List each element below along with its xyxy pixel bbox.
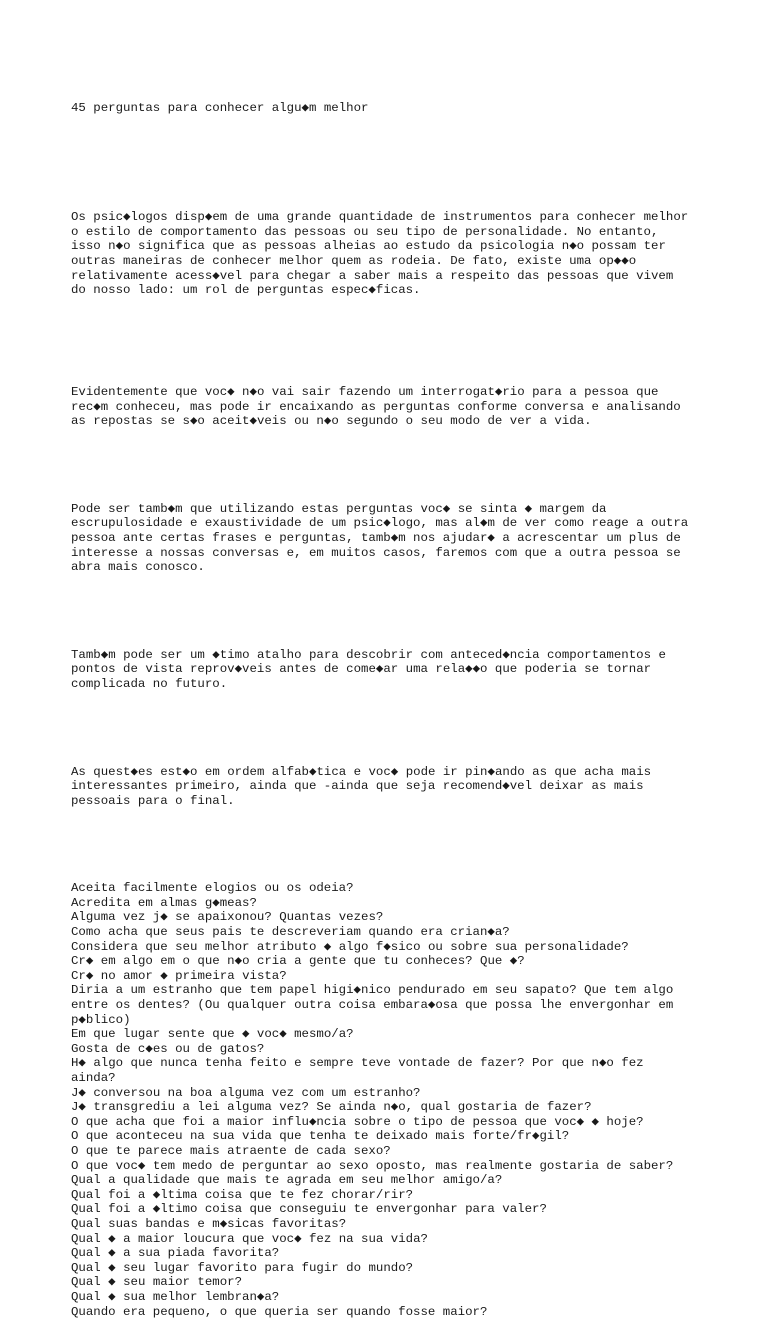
paragraph-order: As quest◆es est◆o em ordem alfab◆tica e voc◆ pode ir pin◆ando as que acha mais interessantes primeiro, ainda que -ainda que seja recomend◆vel deixar as mais pessoais para o final. — [71, 764, 652, 808]
question-item: O que acha que foi a maior influ◆ncia sobre o tipo de pessoa que voc◆ ◆ hoje? — [71, 1114, 644, 1129]
question-item: Qual ◆ sua melhor lembran◆a? — [71, 1289, 280, 1304]
question-item: Acredita em almas g◆meas? — [71, 895, 257, 910]
question-item: Considera que seu melhor atributo ◆ algo f◆sico ou sobre sua personalidade? — [71, 939, 629, 954]
paragraph-intro: Os psic◆logos disp◆em de uma grande quantidade de instrumentos para conhecer melhor o estilo de comportamento das pessoas ou seu tipo de personalidade. No entanto, isso n◆o significa que as pessoas alheias ao estudo da psicologia n◆o possam ter outras maneiras de conhecer melhor quem as rodeia. De fato, existe uma op◆◆o relativamente acess◆vel para chegar a saber mais a respeito das pessoas que vivem do nosso lado: um rol de perguntas espec◆ficas. — [71, 210, 689, 298]
question-item: Qual a qualidade que mais te agrada em seu melhor amigo/a? — [71, 1173, 503, 1188]
question-item: J◆ conversou na boa alguma vez com um estranho? — [71, 1085, 421, 1100]
paragraph-shortcut: Tamb◆m pode ser um ◆timo atalho para descobrir com anteced◆ncia comportamentos e pontos de vista reprov◆veis antes de come◆ar uma rela◆◆o que poderia se tornar complicada no futuro. — [71, 647, 666, 691]
question-item: Aceita facilmente elogios ou os odeia? — [71, 881, 354, 896]
question-item: Qual ◆ a maior loucura que voc◆ fez na sua vida? — [71, 1231, 428, 1246]
question-item: Qual ◆ a sua piada favorita? — [71, 1246, 280, 1261]
question-item: Em que lugar sente que ◆ voc◆ mesmo/a? — [71, 1027, 354, 1042]
question-item: H◆ algo que nunca tenha feito e sempre teve vontade de fazer? Por que n◆o fez ainda? — [71, 1056, 644, 1085]
question-item: Qual foi a ◆ltima coisa que te fez chorar/rir? — [71, 1187, 414, 1202]
question-item: Cr◆ no amor ◆ primeira vista? — [71, 968, 287, 983]
question-item: Qual ◆ seu maior temor? — [71, 1275, 243, 1290]
question-item: J◆ transgrediu a lei alguma vez? Se ainda n◆o, qual gostaria de fazer? — [71, 1100, 592, 1115]
question-item: Qual foi a ◆ltimo coisa que conseguiu te envergonhar para valer? — [71, 1202, 547, 1217]
question-list — [71, 881, 751, 1319]
paragraph-interrogation: Evidentemente que voc◆ n◆o vai sair fazendo um interrogat◆rio para a pessoa que rec◆m conheceu, mas pode ir encaixando as perguntas conforme conversa e analisando as repostas se s◆o aceit◆veis ou n◆o segundo o seu modo de ver a vida. — [71, 385, 681, 429]
paragraph-psychologist: Pode ser tamb◆m que utilizando estas perguntas voc◆ se sinta ◆ margem da escrupulosidade e exaustividade de um psic◆logo, mas al◆m de ver como reage a outra pessoa ante certas frases e perguntas, tamb◆m nos ajudar◆ a acrescentar um plus de interesse a nossas conversas e, em muitos casos, faremos com que a outra pessoa se abra mais conosco. — [71, 501, 689, 575]
question-item: Cr◆ em algo em o que n◆o cria a gente que tu conheces? Que ◆? — [71, 954, 525, 969]
question-item: O que voc◆ tem medo de perguntar ao sexo oposto, mas realmente gostaria de saber? — [71, 1158, 674, 1173]
question-item: Quando era pequeno, o que queria ser quando fosse maior? — [71, 1304, 488, 1319]
document-title: 45 perguntas para conhecer algu◆m melhor — [71, 101, 369, 116]
question-item: Como acha que seus pais te descreveriam quando era crian◆a? — [71, 925, 510, 940]
document-page — [71, 72, 751, 1334]
question-item: Alguma vez j◆ se apaixonou? Quantas vezes? — [71, 910, 384, 925]
question-item: O que te parece mais atraente de cada sexo? — [71, 1143, 391, 1158]
question-item: Qual ◆ seu lugar favorito para fugir do mundo? — [71, 1260, 414, 1275]
question-item: Gosta de c◆es ou de gatos? — [71, 1041, 265, 1056]
question-item: Diria a um estranho que tem papel higi◆nico pendurado em seu sapato? Que tem algo entre os dentes? (Ou qualquer outra coisa embara◆osa que possa lhe envergonhar em p◆blico) — [71, 983, 674, 1027]
question-item: O que aconteceu na sua vida que tenha te deixado mais forte/fr◆gil? — [71, 1129, 570, 1144]
question-item: Qual suas bandas e m◆sicas favoritas? — [71, 1216, 347, 1231]
